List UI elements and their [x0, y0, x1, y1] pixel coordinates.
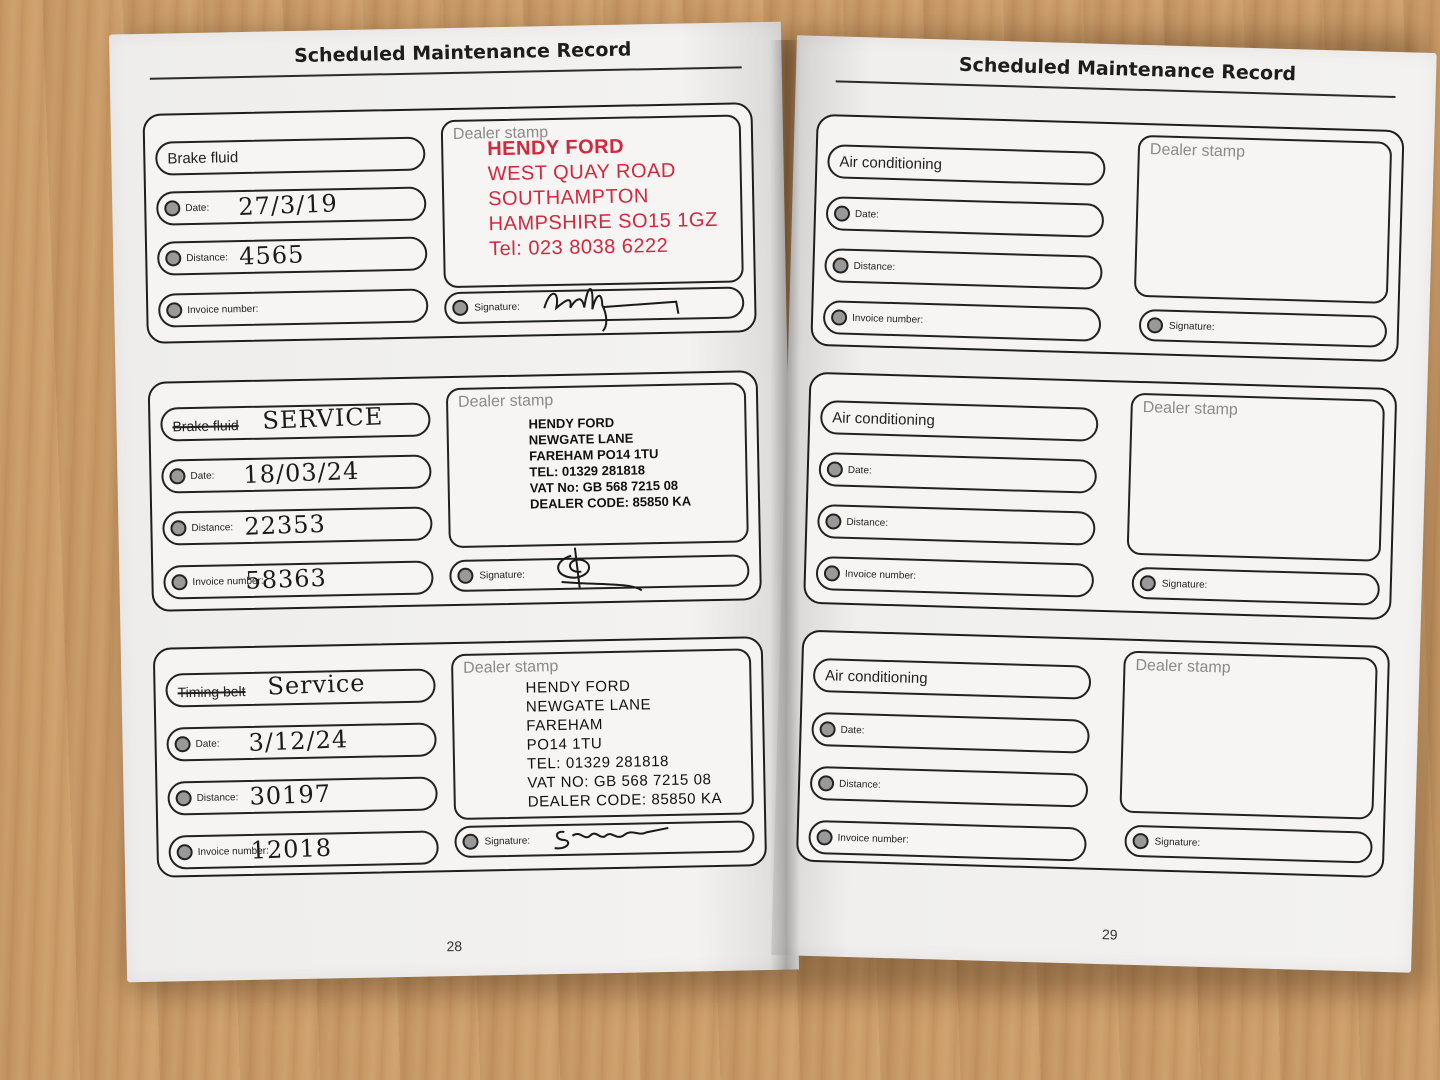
radio-icon	[819, 721, 835, 737]
stamp-line: HENDY FORD	[487, 135, 625, 161]
radio-icon	[824, 565, 840, 581]
stamp-line: TEL: 01329 281818	[526, 752, 670, 773]
distance-field	[157, 236, 428, 275]
stamp-line: VAT NO: GB 568 7215 08	[527, 771, 712, 792]
stamp-line: TEL: 01329 281818	[529, 462, 646, 480]
book-spine	[770, 40, 800, 970]
stamp-line: FAREHAM PO14 1TU	[528, 446, 659, 464]
maintenance-record	[796, 630, 1390, 878]
date-label: Date:	[190, 470, 215, 483]
dealer-stamp-box	[1127, 393, 1385, 562]
invoice-label: Invoice number:	[187, 303, 259, 317]
maintenance-record	[148, 370, 762, 612]
left-page	[109, 22, 799, 983]
stamp-line: FAREHAM	[526, 716, 604, 735]
invoice-label: Invoice number:	[851, 312, 924, 326]
service-title-field	[165, 668, 436, 707]
distance-value: 30197	[249, 779, 332, 811]
date-field	[811, 712, 1090, 754]
service-title: Air conditioning	[832, 409, 936, 430]
radio-icon	[164, 200, 180, 216]
date-field	[818, 452, 1097, 494]
radio-icon	[452, 300, 468, 316]
stamp-line: NEWGATE LANE	[528, 430, 634, 448]
radio-icon	[825, 513, 841, 529]
distance-label: Distance:	[186, 252, 229, 265]
page-title: Scheduled Maintenance Record	[149, 36, 742, 79]
service-title-field	[820, 400, 1099, 442]
date-label: Date:	[847, 464, 872, 477]
right-page	[771, 35, 1436, 973]
dealer-stamp	[528, 413, 691, 512]
maintenance-record	[142, 102, 756, 344]
service-title: Air conditioning	[839, 153, 943, 174]
distance-value: 4565	[238, 240, 305, 271]
invoice-field	[823, 300, 1102, 342]
radio-icon	[834, 205, 850, 221]
distance-label: Distance:	[838, 778, 881, 791]
signature-label: Signature:	[1161, 578, 1208, 591]
service-title-field	[827, 144, 1106, 186]
stamp-line: HENDY FORD	[528, 414, 615, 432]
dealer-stamp-label: Dealer stamp	[452, 124, 549, 143]
invoice-value: 12018	[250, 833, 333, 865]
invoice-field	[808, 820, 1087, 862]
page-title: Scheduled Maintenance Record	[836, 50, 1397, 98]
invoice-label: Invoice number:	[837, 832, 909, 846]
distance-field	[162, 506, 433, 545]
invoice-label: Invoice number:	[197, 845, 269, 858]
dealer-stamp-box	[451, 648, 754, 820]
date-value: 3/12/24	[248, 725, 349, 757]
handwritten-signature	[536, 271, 697, 334]
stamp-line: Tel: 023 8038 6222	[488, 234, 669, 261]
signature-field	[444, 286, 745, 324]
service-title: Brake fluid	[167, 149, 239, 168]
invoice-field	[158, 288, 429, 327]
stamp-line: DEALER CODE: 85850 KA	[527, 789, 723, 811]
maintenance-record	[810, 114, 1404, 362]
date-value: 27/3/19	[237, 189, 339, 221]
invoice-value: 58363	[244, 563, 328, 595]
distance-label: Distance:	[191, 522, 234, 535]
radio-icon	[177, 844, 193, 860]
date-field	[166, 722, 437, 761]
signature-field	[1139, 309, 1388, 348]
stamp-line: SOUTHAMPTON	[487, 185, 650, 211]
radio-icon	[166, 302, 182, 318]
radio-icon	[170, 520, 186, 536]
signature-label: Signature:	[479, 569, 526, 582]
date-field	[161, 454, 432, 493]
radio-icon	[1140, 575, 1156, 591]
maintenance-record	[803, 372, 1397, 620]
radio-icon	[1147, 317, 1163, 333]
signature-label: Signature:	[1154, 836, 1201, 849]
radio-icon	[171, 574, 187, 590]
service-title-field	[160, 402, 431, 441]
distance-label: Distance:	[853, 260, 896, 274]
radio-icon	[175, 790, 191, 806]
signature-label: Signature:	[1168, 320, 1215, 334]
page-number: 28	[446, 937, 463, 955]
radio-icon	[827, 461, 843, 477]
handwritten-signature	[546, 805, 707, 868]
signature-field	[449, 554, 750, 592]
dealer-stamp-label: Dealer stamp	[1149, 141, 1246, 161]
service-title-struck: Timing belt	[177, 683, 246, 701]
maintenance-record	[153, 636, 767, 878]
service-title-struck: Brake fluid	[172, 417, 239, 435]
dealer-stamp-label: Dealer stamp	[463, 658, 559, 677]
distance-label: Distance:	[846, 516, 889, 529]
stamp-line: PO14 1TU	[526, 735, 603, 754]
date-field	[156, 186, 427, 225]
date-label: Date:	[854, 208, 880, 221]
page-number: 29	[1101, 926, 1118, 943]
stamp-line: WEST QUAY ROAD	[487, 159, 677, 186]
stamp-line: VAT No: GB 568 7215 08	[529, 477, 679, 496]
dealer-stamp-box	[1119, 651, 1377, 820]
invoice-field	[163, 560, 434, 599]
date-field	[826, 196, 1105, 238]
signature-field	[1124, 825, 1373, 864]
dealer-stamp-label: Dealer stamp	[1142, 399, 1239, 419]
invoice-label: Invoice number:	[844, 568, 917, 582]
invoice-field	[168, 830, 439, 869]
radio-icon	[832, 257, 848, 273]
service-title-field	[813, 658, 1092, 700]
date-label: Date:	[185, 202, 210, 215]
distance-field	[810, 766, 1089, 808]
service-title: Air conditioning	[824, 667, 928, 688]
service-title-field	[155, 136, 426, 175]
stamp-line: NEWGATE LANE	[525, 696, 652, 716]
radio-icon	[174, 736, 190, 752]
stamp-line: HENDY FORD	[525, 677, 631, 697]
invoice-field	[815, 556, 1094, 598]
dealer-stamp-label: Dealer stamp	[1135, 656, 1231, 677]
distance-field	[817, 504, 1096, 546]
stamp-line: DEALER CODE: 85850 KA	[529, 493, 692, 512]
radio-icon	[1132, 833, 1148, 849]
radio-icon	[831, 309, 847, 325]
signature-field	[1131, 567, 1380, 606]
radio-icon	[165, 250, 181, 266]
radio-icon	[462, 834, 478, 850]
invoice-label: Invoice number:	[192, 575, 264, 589]
date-label: Date:	[195, 738, 220, 751]
distance-label: Distance:	[196, 792, 239, 804]
radio-icon	[457, 568, 473, 584]
signature-label: Signature:	[484, 835, 531, 848]
distance-field	[824, 248, 1103, 290]
stamp-line: HAMPSHIRE SO15 1GZ	[488, 208, 718, 236]
distance-field	[167, 776, 438, 815]
service-title-handwritten: Service	[267, 668, 366, 701]
signature-label: Signature:	[474, 301, 520, 314]
dealer-stamp	[487, 133, 718, 262]
date-label: Date:	[840, 724, 865, 737]
dealer-stamp-box	[446, 382, 749, 548]
signature-field	[454, 820, 755, 858]
radio-icon	[816, 829, 832, 845]
handwritten-signature	[541, 539, 702, 602]
dealer-stamp-box	[1134, 135, 1392, 304]
service-title-handwritten: SERVICE	[261, 402, 384, 435]
dealer-stamp-box	[441, 114, 744, 288]
distance-value: 22353	[243, 509, 327, 541]
radio-icon	[818, 775, 834, 791]
date-value: 18/03/24	[242, 456, 360, 490]
dealer-stamp-label: Dealer stamp	[457, 392, 554, 411]
radio-icon	[169, 468, 185, 484]
dealer-stamp	[525, 675, 722, 812]
